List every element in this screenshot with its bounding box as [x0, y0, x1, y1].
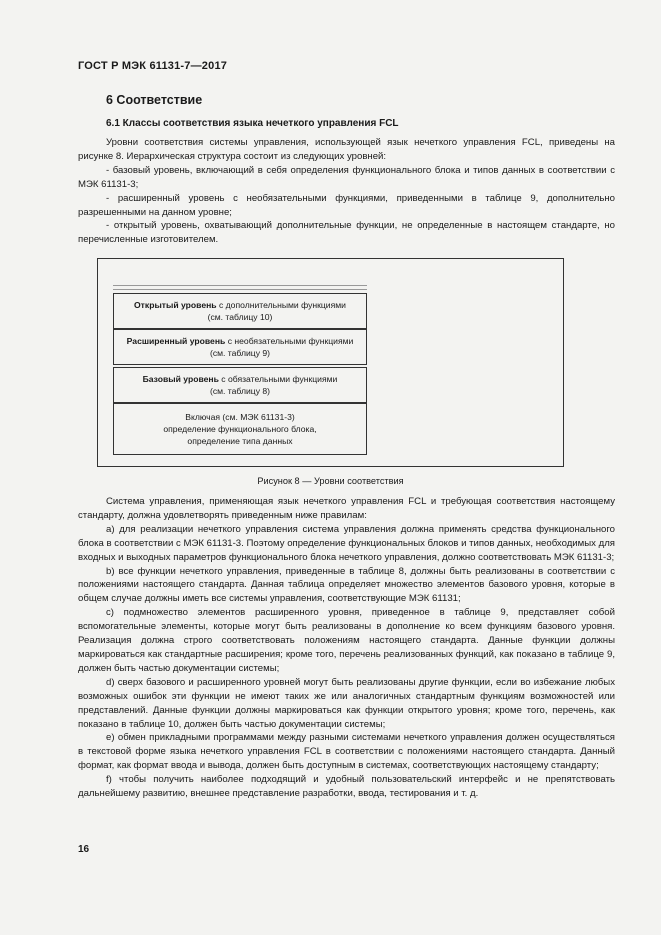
rule-b: b) все функции нечеткого управления, приведенные в таблице 8, должны быть реализованы в соответствии с положениями настоящего стандарта. Данная таблица определяет множество элементов базового уровня, которые в общем случае должны иметь все системы управления, соответствующие МЭК 61131; [78, 565, 615, 605]
base-box-line: Включая (см. МЭК 61131-3) [185, 412, 295, 422]
intro-paragraph: - базовый уровень, включающий в себя определения функционального блока и типов данных в соответствии с МЭК 61131-3; [78, 164, 615, 190]
open-level-title: Открытый уровень с дополнительными функциями [134, 300, 346, 310]
document-header: ГОСТ Р МЭК 61131-7—2017 [78, 60, 228, 72]
base-box-line: определение типа данных [187, 436, 293, 446]
intro-paragraph: - расширенный уровень с необязательными функциями, приведенными в таблице 9, дополнительно разрешенными на данном уровне; [78, 192, 615, 218]
extended-level-ref: (см. таблицу 9) [209, 348, 271, 358]
body-paragraph: Система управления, применяющая язык нечеткого управления FCL и требующая соответствия настоящему стандарту, должна удовлетворять приведенным ниже правилам: [78, 496, 615, 521]
basic-level-box [113, 367, 367, 403]
intro-paragraph: - открытый уровень, охватывающий дополнительные функции, не определенные в настоящем стандарте, но перечисленные изготовителем. [78, 220, 615, 246]
section-title: 6 Соответствие [106, 93, 203, 107]
rules-text [78, 495, 615, 801]
rule-d: d) сверх базового и расширенного уровней могут быть реализованы другие функции, если во избежание любых возможных ошибок эти функции не имеют таких же или аналогичных стандартным функциям возможностей или представлений. Данные функции должны маркироваться как функции открытого уровня; кроме того, перечень, как показано в таблице 10, должен быть частью документации системы; [78, 676, 615, 730]
intro-paragraph: Уровни соответствия системы управления, использующей язык нечеткого управления FCL, приведены на рисунке 8. Иерархическая структура состоит из следующих уровней: [78, 137, 615, 162]
figure-caption: Рисунок 8 — Уровни соответствия [257, 476, 404, 486]
extended-level-title: Расширенный уровень с необязательными функциями [126, 336, 354, 346]
base-definitions-box [113, 403, 367, 455]
rule-a: a) для реализации нечеткого управления система управления должна применять средства функционального блока в соответствии с МЭК 61131-3. Поэтому определение функциональных блоков и типов данных, необходимых для входных и выходных параметров функционального блока нечеткого управления, должно соответствовать МЭК 61131-3; [78, 523, 615, 563]
intro-text [78, 136, 615, 247]
subsection-title: 6.1 Классы соответствия языка нечеткого управления FCL [106, 118, 399, 129]
rule-f: f) чтобы получить наиболее подходящий и удобный пользовательский интерфейс и не препятствовать дальнейшему развитию, внешнее представление разработки, ввода, тестирования и т. д. [78, 774, 615, 800]
basic-level-title: Базовый уровень с обязательными функциями [142, 374, 338, 384]
page-number: 16 [78, 844, 90, 855]
base-box-line: определение функционального блока, [163, 424, 317, 434]
rule-c: c) подмножество элементов расширенного уровня, приведенное в таблице 9, представляет собой вспомогательные элементы, которые могут быть реализованы в дополнение ко всем функциям базового уровня. Реализация должна строго соответствовать положениям настоящего стандарта. Данные функции должны маркироваться как стандартные расширения; кроме того, перечень реализованных функций, как показано в таблице 9, должен быть частью документации системы; [78, 607, 615, 674]
rule-e: e) обмен прикладными программами между разными системами нечеткого управления должен осуществляться в текстовой форме языка нечеткого управления FCL в соответствии с положениями настоящего стандарта. Данный формат, как формат ввода и вывода, должен быть доступным в системах, соответствующих настоящему стандарту; [78, 732, 615, 772]
stack-edge [113, 285, 367, 286]
extended-level-box [113, 329, 367, 365]
stack-edge [113, 289, 367, 290]
open-level-box [113, 293, 367, 329]
basic-level-ref: (см. таблицу 8) [209, 386, 271, 396]
open-level-ref: (см. таблицу 10) [207, 312, 273, 322]
